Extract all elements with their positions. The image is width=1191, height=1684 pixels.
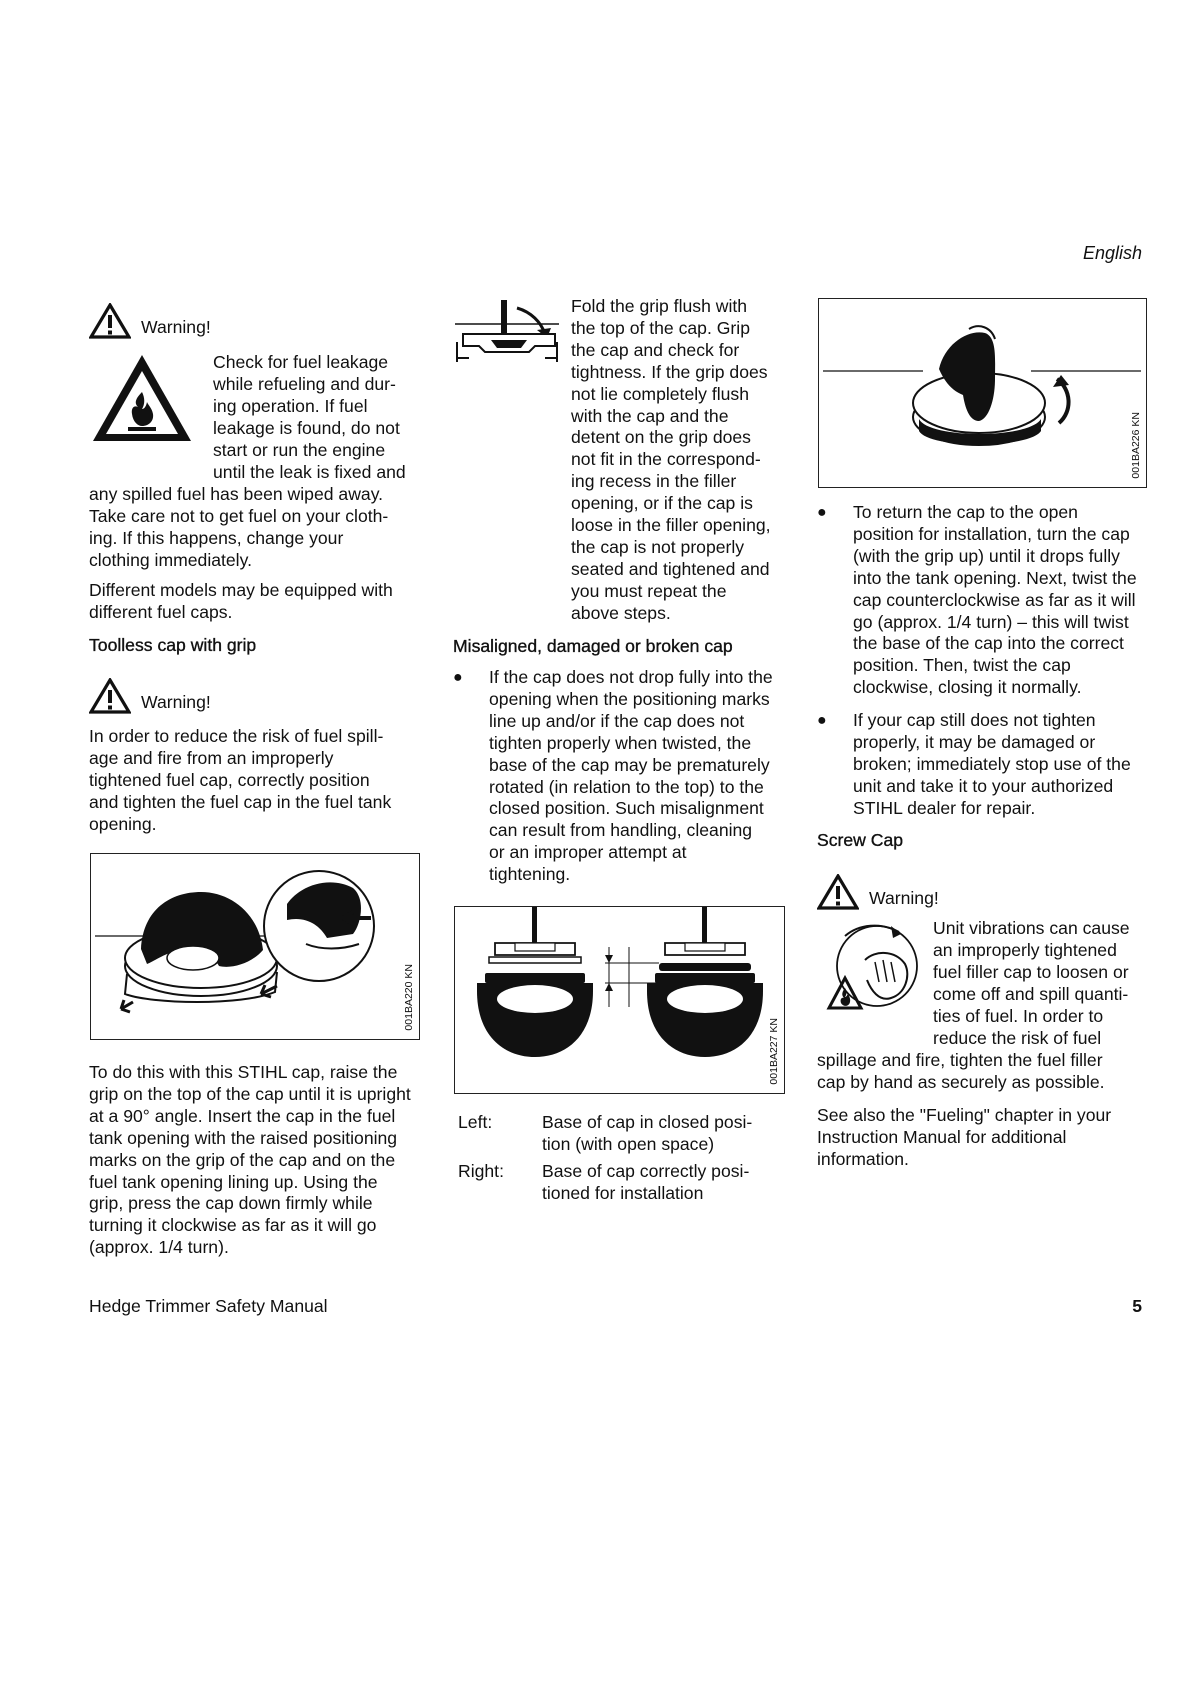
warning-text-wrapped: Unit vibrations can cause an improperly tightened fuel filler cap to loosen or come off and spill quanti- ties of fuel. In order to reduce the risk of fuel [933, 918, 1130, 1048]
figure-return-cap [818, 298, 1147, 488]
footer-title: Hedge Trimmer Safety Manual [89, 1296, 328, 1316]
language-label: English [1082, 243, 1142, 263]
warning-label: Warning! [869, 888, 939, 909]
caption-key: Right: [458, 1161, 504, 1181]
return-cap-illustration [819, 299, 1144, 485]
section-heading: Toolless cap with grip [89, 635, 257, 655]
toolless-cap-illustration [91, 854, 417, 1037]
caption-left: Left: Base of cap in closed posi- tion (with open space) [458, 1112, 753, 1154]
fire-hazard-icon [90, 352, 194, 444]
caption-key: Left: [458, 1112, 493, 1132]
instruction-paragraph: To do this with this STIHL cap, raise the grip on the top of the cap until it is upright at a 90° angle. Insert the cap in the fuel tank opening with the raised positioning marks on the grip of the cap and on the fuel tank opening lining up. Using the grip, press the cap down firmly while turning it clockwise as far as it will go (approx. 1/4 turn). [89, 1062, 411, 1258]
warning-text-tail: spillage and fire, tighten the fuel filler cap by hand as securely as possible. [817, 1050, 1105, 1092]
warning-label: Warning! [141, 317, 211, 338]
figure-code: 001BA220 KN [403, 964, 415, 1031]
warning-heading [89, 303, 211, 339]
bullet-item: ● If your cap still does not tighten properly, it may be damaged or broken; immediately stop use of the unit and take it to your authorized STIHL dealer for repair. [817, 710, 1131, 818]
bullet-dot: ● [453, 669, 463, 686]
misaligned-cap-illustration [455, 907, 782, 1091]
fold-instructions: Fold the grip flush with the top of the cap. Grip the cap and check for tightness. If the grip does not lie completely flush with the cap and the detent on the grip does not fit in the correspond- ing recess in the filler opening, or if the cap is loose in the filler opening, the cap is not properly seated and tightened and you must repeat the above steps. [571, 296, 771, 623]
hand-tighten-cap-icon [815, 920, 925, 1016]
page-number: 5 [1132, 1296, 1142, 1316]
section-heading: Misaligned, damaged or broken cap [453, 636, 733, 656]
figure-code: 001BA226 KN [1130, 412, 1142, 479]
figure-toolless-cap [90, 853, 420, 1040]
bullet-item: ● If the cap does not drop fully into the opening when the positioning marks line up and/or if the cap does not tighten properly when twisted, the base of the cap may be prematurely rotated (in relation to the top) to the closed position. Such misalignment can result from handling, cleaning or an improper attempt at tightening. [453, 667, 773, 885]
warning-heading [89, 678, 211, 714]
figure-misaligned-cap [454, 906, 785, 1094]
warning-text-tail: any spilled fuel has been wiped away. Take care not to get fuel on your cloth- ing. If this happens, change your clothing immediately. [89, 484, 389, 570]
models-paragraph: Different models may be equipped with different fuel caps. [89, 580, 393, 622]
bullet-item: ● To return the cap to the open position for installation, turn the cap (with the grip up) until it drops fully into the tank opening. Next, twist the cap counterclockwise as far as it will go (approx. 1/4 turn) – this will twist the base of the cap into the correct position. Then, twist the cap clockwise, closing it normally. [817, 502, 1137, 698]
warning-text-wrapped: Check for fuel leakage while refueling and dur- ing operation. If fuel leakage is found, do not start or run the engine until the leak is fixed and [213, 352, 406, 482]
warning-paragraph: In order to reduce the risk of fuel spill- age and fire from an improperly tightened fuel cap, correctly position and tighten the fuel cap in the fuel tank opening. [89, 726, 392, 834]
bullet-dot: ● [817, 504, 827, 521]
warning-triangle-icon [89, 303, 131, 339]
warning-triangle-icon [89, 678, 131, 714]
bullet-dot: ● [817, 712, 827, 729]
warning-triangle-icon [817, 874, 859, 910]
figure-code: 001BA227 KN [768, 1018, 780, 1085]
fold-grip-diagram [455, 298, 559, 368]
warning-heading [817, 874, 939, 910]
caption-right: Right: Base of cap correctly posi- tioned for installation [458, 1161, 750, 1203]
warning-label: Warning! [141, 692, 211, 713]
see-also-paragraph: See also the "Fueling" chapter in your Instruction Manual for additional information. [817, 1105, 1112, 1169]
section-heading: Screw Cap [817, 830, 904, 850]
